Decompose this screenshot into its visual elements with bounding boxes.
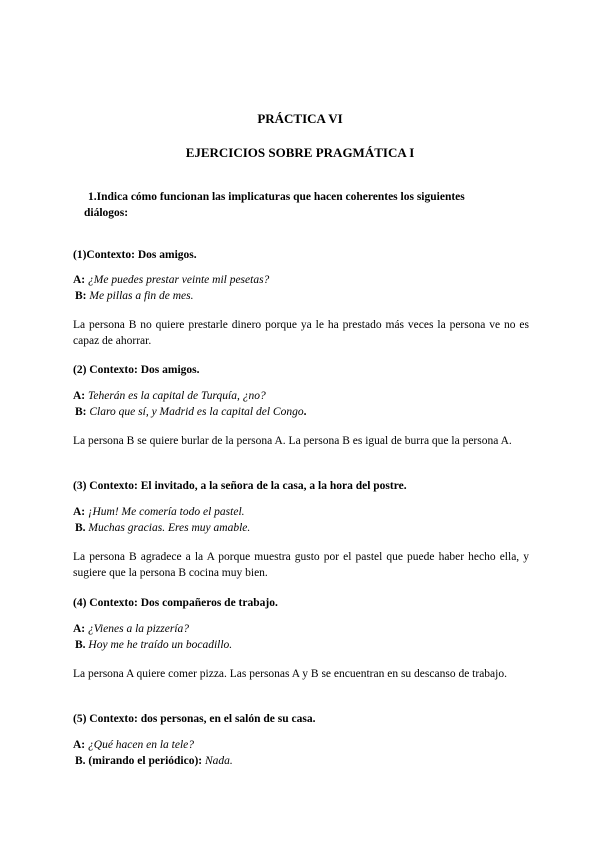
speaker-label: A: — [73, 739, 86, 751]
dialogue-line-b — [75, 405, 306, 419]
dialogue-text: ¿Me puedes prestar veinte mil pesetas? — [88, 274, 270, 286]
dialogue-text: Claro que sí, y Madrid es la capital del Congo — [89, 406, 304, 418]
speaker-label: B. — [75, 522, 86, 534]
speaker-label: B: — [75, 406, 87, 418]
speaker-label: B: — [75, 290, 87, 302]
speaker-label: A: — [73, 390, 86, 402]
dialogue-line-b — [75, 754, 233, 768]
dialogue-text: Hoy me he traído un bocadillo. — [88, 639, 233, 651]
section-heading: (2) Contexto: Dos amigos. — [73, 364, 200, 376]
answer-paragraph: La persona A quiere comer pizza. Las personas A y B se encuentran en su descanso de trabajo. — [73, 668, 507, 680]
section-heading: (3) Contexto: El invitado, a la señora de la casa, a la hora del postre. — [73, 480, 407, 492]
section-heading: (4) Contexto: Dos compañeros de trabajo. — [73, 597, 278, 609]
dialogue-line-b — [75, 289, 194, 303]
speaker-label: B. (mirando el periódico): — [75, 755, 203, 767]
dialogue-line-a — [73, 622, 189, 636]
dialogue-text: ¿Vienes a la pizzería? — [88, 623, 190, 635]
speaker-label: B. — [75, 639, 86, 651]
dialogue-text: ¡Hum! Me comería todo el pastel. — [88, 506, 245, 518]
dialogue-text: Muchas gracias. Eres muy amable. — [88, 522, 251, 534]
speaker-label: A: — [73, 623, 86, 635]
answer-paragraph: La persona B agradece a la A porque muestra gusto por el pastel que puede haber hecho ella, y sugiere que la persona B cocina muy bien. — [73, 551, 529, 579]
instruction-line-1: 1.Indica cómo funcionan las implicaturas que hacen coherentes los siguientes — [88, 191, 465, 203]
dialogue-line-a — [73, 505, 245, 519]
instruction-line-2: diálogos: — [84, 207, 129, 219]
dialogue-line-a — [73, 389, 266, 403]
dialogue-line-a — [73, 738, 194, 752]
dialogue-text: Teherán es la capital de Turquía, ¿no? — [88, 390, 266, 402]
page-subtitle: EJERCICIOS SOBRE PRAGMÁTICA I — [185, 145, 415, 160]
speaker-label: A: — [73, 506, 86, 518]
answer-paragraph: La persona B no quiere prestarle dinero porque ya le ha prestado más veces la persona ve no es capaz de ahorrar. — [73, 319, 529, 347]
dialogue-text: ¿Qué hacen en la tele? — [88, 739, 195, 751]
answer-paragraph: La persona B se quiere burlar de la persona A. La persona B es igual de burra que la persona A. — [73, 435, 512, 447]
dialogue-suffix: . — [303, 406, 307, 418]
dialogue-text: Nada. — [205, 755, 233, 767]
dialogue-line-a — [73, 273, 269, 287]
speaker-label: A: — [73, 274, 86, 286]
dialogue-line-b — [75, 521, 250, 535]
page-title: PRÁCTICA VI — [257, 111, 343, 126]
dialogue-line-b — [75, 638, 232, 652]
dialogue-text: Me pillas a fin de mes. — [89, 290, 194, 302]
section-heading: (1)Contexto: Dos amigos. — [73, 249, 197, 261]
section-heading: (5) Contexto: dos personas, en el salón de su casa. — [73, 713, 316, 725]
